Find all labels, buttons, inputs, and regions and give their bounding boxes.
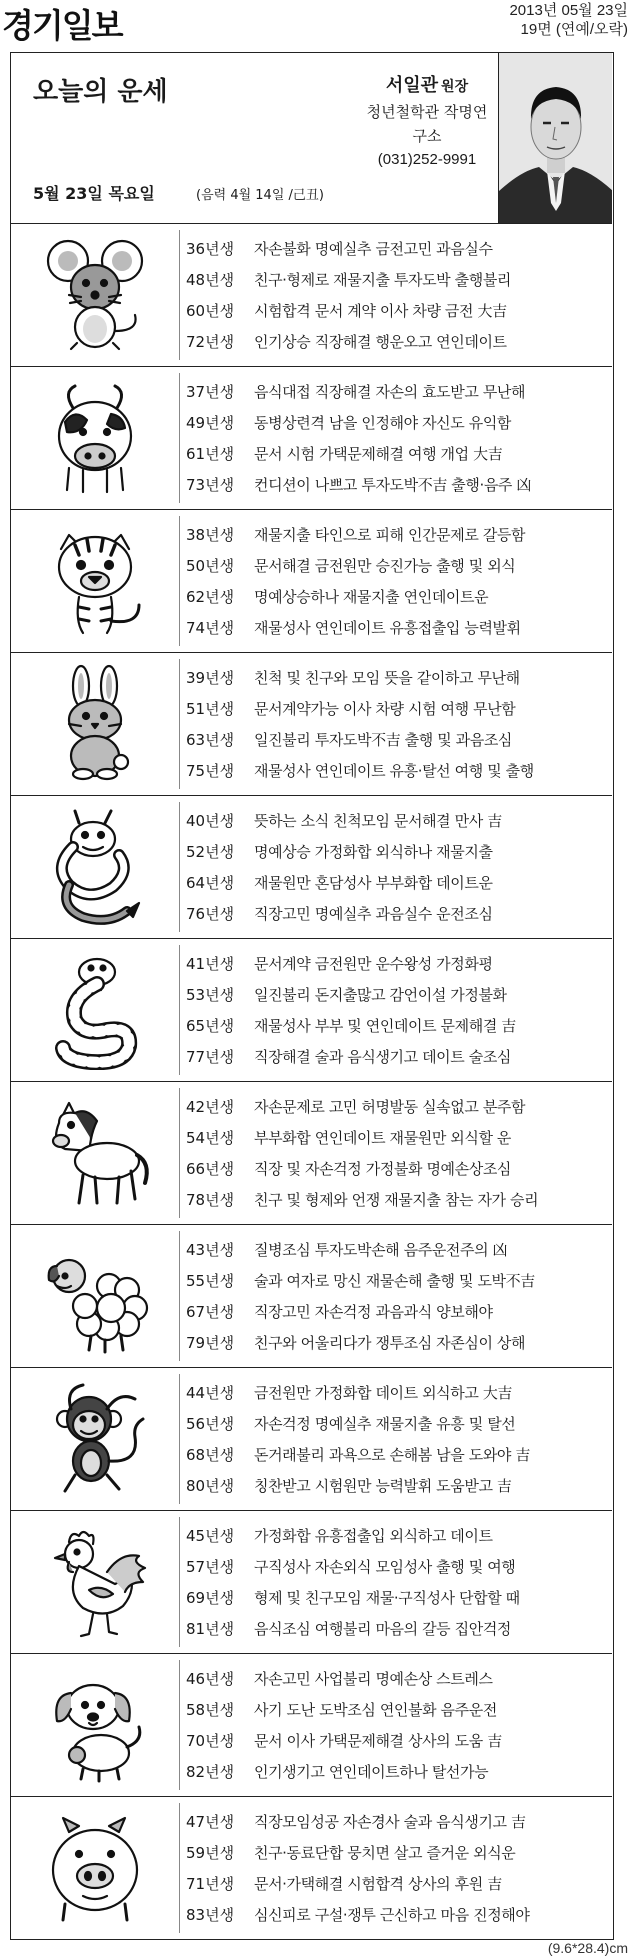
fortune-line [186,470,612,501]
row-divider [179,1517,180,1647]
birth-year: 47년생 [186,1813,235,1831]
fortune-line [186,694,612,725]
fortune-line [186,582,612,613]
fortune-line [186,1378,612,1409]
row-divider [179,1374,180,1504]
fortune-line [186,408,612,439]
fortune-text: 일진불리 투자도박不吉 출행 및 과음조심 [254,731,513,749]
fortune-line [186,234,612,265]
zodiac-row-sheep [11,1224,612,1367]
fortune-lines [186,949,612,1073]
birth-year: 49년생 [186,414,235,432]
birth-year: 63년생 [186,731,235,749]
fortune-text: 문서 시험 가택문제해결 여행 개업 大吉 [254,445,503,463]
birth-year: 66년생 [186,1160,235,1178]
fortune-line [186,837,612,868]
zodiac-row-pig [11,1796,612,1939]
birth-year: 82년생 [186,1763,235,1781]
fortune-text: 자손문제로 고민 허명발동 실속없고 분주함 [254,1098,526,1116]
birth-year: 58년생 [186,1701,235,1719]
row-divider [179,230,180,360]
fortune-lines [186,1235,612,1359]
zodiac-row-rooster [11,1510,612,1653]
author-role: 원장 [441,79,469,95]
fortune-lines [186,234,612,358]
birth-year: 41년생 [186,955,235,973]
fortune-text: 문서·가택해결 시험합격 상사의 후원 吉 [254,1875,502,1893]
fortune-text: 친구·동료단합 뭉치면 살고 즐거운 외식운 [254,1844,516,1862]
birth-year: 71년생 [186,1875,235,1893]
masthead [0,0,640,50]
fortune-text: 가정화합 유흥접출입 외식하고 데이트 [254,1527,493,1545]
zodiac-row-tiger [11,509,612,652]
size-note: (9.6*28.4)cm [547,1940,628,1956]
fortune-line [186,899,612,930]
fortune-text: 자손불화 명예실추 금전고민 과음실수 [254,240,493,258]
fortune-line [186,1471,612,1502]
fortune-line [186,520,612,551]
fortune-text: 재물성사 연인데이트 유흥·탈선 여행 및 출행 [254,762,534,780]
fortune-line [186,949,612,980]
birth-year: 59년생 [186,1844,235,1862]
birth-year: 61년생 [186,445,235,463]
fortune-text: 명예상승하나 재물지출 연인데이트운 [254,588,489,606]
birth-year: 37년생 [186,383,235,401]
row-divider [179,1803,180,1933]
fortune-line [186,1235,612,1266]
birth-year: 42년생 [186,1098,235,1116]
fortune-text: 친구·형제로 재물지출 투자도박 출행불리 [254,271,512,289]
fortune-lines [186,1807,612,1931]
fortune-text: 돈거래불리 과욕으로 손해봄 남을 도와야 吉 [254,1446,530,1464]
birth-year: 60년생 [186,302,235,320]
birth-year: 53년생 [186,986,235,1004]
fortune-lines [186,1092,612,1216]
fortune-text: 재물지출 타인으로 피해 인간문제로 갈등함 [254,526,526,544]
horoscope-date: 5월 23일 목요일 [33,184,155,203]
fortune-text: 문서해결 금전원만 승진가능 출행 및 외식 [254,557,516,575]
fortune-text: 컨디션이 나쁘고 투자도박不吉 출행·음주 凶 [254,476,531,494]
zodiac-rows [11,223,612,1939]
row-divider [179,1231,180,1361]
fortune-line [186,1614,612,1645]
fortune-text: 형제 및 친구모임 재물·구직성사 단합할 때 [254,1589,520,1607]
birth-year: 52년생 [186,843,235,861]
zodiac-row-horse [11,1081,612,1224]
birth-year: 83년생 [186,1906,235,1924]
fortune-line [186,663,612,694]
fortune-text: 재물성사 부부 및 연인데이트 문제해결 吉 [254,1017,516,1035]
fortune-text: 자손걱정 명예실추 재물지출 유흥 및 탈선 [254,1415,516,1433]
birth-year: 65년생 [186,1017,235,1035]
fortune-line [186,439,612,470]
zodiac-row-rat [11,223,612,366]
birth-year: 55년생 [186,1272,235,1290]
fortune-line [186,551,612,582]
horoscope-header [11,53,612,223]
fortune-lines [186,377,612,501]
fortune-text: 직장모임성공 자손경사 술과 음식생기고 吉 [254,1813,526,1831]
fortune-line [186,1185,612,1216]
birth-year: 69년생 [186,1589,235,1607]
fortune-text: 뜻하는 소식 친척모임 문서해결 만사 吉 [254,812,502,830]
monkey-icon [11,1368,179,1509]
fortune-text: 명예상승 가정화합 외식하나 재물지출 [254,843,493,861]
fortune-text: 직장고민 명예실추 과음실수 운전조심 [254,905,493,923]
fortune-text: 음식대접 직장해결 자손의 효도받고 무난해 [254,383,526,401]
snake-icon [11,939,179,1080]
fortune-line [186,613,612,644]
fortune-text: 자손고민 사업불리 명예손상 스트레스 [254,1670,493,1688]
fortune-text: 재물성사 연인데이트 유흥접출입 능력발휘 [254,619,521,637]
fortune-text: 문서계약가능 이사 차량 시험 여행 무난함 [254,700,516,718]
fortune-text: 시험합격 문서 계약 이사 차량 금전 大吉 [254,302,507,320]
fortune-text: 일진불리 돈지출많고 감언이설 가정불화 [254,986,507,1004]
fortune-line [186,265,612,296]
horoscope-box [10,52,614,1940]
fortune-text: 심신피로 구설·쟁투 근신하고 마음 진정해야 [254,1906,530,1924]
birth-year: 46년생 [186,1670,235,1688]
ox-icon [11,367,179,508]
fortune-text: 음식조심 여행불리 마음의 갈등 집안걱정 [254,1620,512,1638]
fortune-line [186,1838,612,1869]
fortune-line [186,1757,612,1788]
fortune-line [186,1900,612,1931]
birth-year: 76년생 [186,905,235,923]
birth-year: 40년생 [186,812,235,830]
fortune-line [186,1583,612,1614]
birth-year: 38년생 [186,526,235,544]
author-name-line [366,73,488,100]
birth-year: 75년생 [186,762,235,780]
fortune-text: 직장해결 술과 음식생기고 데이트 술조심 [254,1048,512,1066]
birth-year: 45년생 [186,1527,235,1545]
birth-year: 79년생 [186,1334,235,1352]
fortune-lines [186,1521,612,1645]
birth-year: 39년생 [186,669,235,687]
rooster-icon [11,1511,179,1652]
fortune-line [186,1123,612,1154]
birth-year: 43년생 [186,1241,235,1259]
birth-year: 81년생 [186,1620,235,1638]
zodiac-row-rabbit [11,652,612,795]
birth-year: 72년생 [186,333,235,351]
author-photo [498,53,612,223]
issue-info [509,1,628,39]
horse-icon [11,1082,179,1223]
fortune-line [186,1664,612,1695]
fortune-text: 재물원만 혼담성사 부부화합 데이트운 [254,874,493,892]
fortune-text: 인기생기고 연인데이트하나 탈선가능 [254,1763,489,1781]
row-divider [179,1088,180,1218]
fortune-text: 칭찬받고 시험원만 능력발휘 도움받고 吉 [254,1477,512,1495]
birth-year: 80년생 [186,1477,235,1495]
row-divider [179,1660,180,1790]
birth-year: 67년생 [186,1303,235,1321]
birth-year: 70년생 [186,1732,235,1750]
fortune-line [186,1328,612,1359]
birth-year: 48년생 [186,271,235,289]
page-title: 오늘의 운세 [33,77,168,107]
fortune-text: 술과 여자로 망신 재물손해 출행 및 도박不吉 [254,1272,535,1290]
birth-year: 64년생 [186,874,235,892]
rat-icon [11,224,179,365]
sheep-icon [11,1225,179,1366]
birth-year: 56년생 [186,1415,235,1433]
fortune-line [186,1042,612,1073]
birth-year: 62년생 [186,588,235,606]
fortune-lines [186,520,612,644]
fortune-line [186,980,612,1011]
row-divider [179,373,180,503]
zodiac-row-snake [11,938,612,1081]
zodiac-row-monkey [11,1367,612,1510]
fortune-text: 사기 도난 도박조심 연인불화 음주운전 [254,1701,497,1719]
birth-year: 50년생 [186,557,235,575]
fortune-text: 문서계약 금전원만 운수왕성 가정화평 [254,955,493,973]
dragon-icon [11,796,179,937]
fortune-line [186,1695,612,1726]
newspaper-logo: 경기일보 [2,6,122,45]
fortune-line [186,1726,612,1757]
author-phone: (031)252-9991 [377,151,477,168]
author-info [366,73,488,172]
fortune-text: 직장 및 자손걱정 가정불화 명예손상조심 [254,1160,512,1178]
fortune-line [186,1440,612,1471]
author-org: 청년철학관 작명연구소 [366,103,488,145]
fortune-text: 친척 및 친구와 모임 뜻을 같이하고 무난해 [254,669,520,687]
fortune-line [186,1297,612,1328]
row-divider [179,802,180,932]
fortune-line [186,1092,612,1123]
author-name: 서일관 [385,75,439,96]
birth-year: 51년생 [186,700,235,718]
tiger-icon [11,510,179,651]
row-divider [179,945,180,1075]
issue-date: 2013년 05월 23일 [509,2,628,19]
row-divider [179,659,180,789]
fortune-line [186,1869,612,1900]
fortune-line [186,377,612,408]
fortune-line [186,756,612,787]
fortune-line [186,296,612,327]
fortune-line [186,1154,612,1185]
dog-icon [11,1654,179,1795]
row-divider [179,516,180,646]
fortune-lines [186,663,612,787]
fortune-lines [186,806,612,930]
rabbit-icon [11,653,179,794]
fortune-text: 인기상승 직장해결 행운오고 연인데이트 [254,333,507,351]
fortune-text: 구직성사 자손외식 모임성사 출행 및 여행 [254,1558,516,1576]
fortune-text: 직장고민 자손걱정 과음과식 양보해야 [254,1303,493,1321]
fortune-text: 동병상련격 남을 인정해야 자신도 유익함 [254,414,512,432]
pig-icon [11,1797,179,1938]
fortune-lines [186,1378,612,1502]
fortune-line [186,1807,612,1838]
fortune-lines [186,1664,612,1788]
birth-year: 74년생 [186,619,235,637]
zodiac-row-dragon [11,795,612,938]
fortune-text: 질병조심 투자도박손해 음주운전주의 凶 [254,1241,508,1259]
birth-year: 73년생 [186,476,235,494]
lunar-date: (음력 4월 14일 /己丑) [196,188,324,203]
fortune-line [186,725,612,756]
fortune-text: 금전원만 가정화합 데이트 외식하고 大吉 [254,1384,513,1402]
fortune-line [186,1409,612,1440]
fortune-text: 친구 및 형제와 언쟁 재물지출 참는 자가 승리 [254,1191,539,1209]
fortune-line [186,1552,612,1583]
zodiac-row-ox [11,366,612,509]
birth-year: 54년생 [186,1129,235,1147]
fortune-line [186,1011,612,1042]
fortune-line [186,1521,612,1552]
fortune-text: 부부화합 연인데이트 재물원만 외식할 운 [254,1129,512,1147]
fortune-line [186,1266,612,1297]
birth-year: 36년생 [186,240,235,258]
birth-year: 44년생 [186,1384,235,1402]
fortune-text: 친구와 어울리다가 쟁투조심 자존심이 상해 [254,1334,526,1352]
fortune-line [186,327,612,358]
zodiac-row-dog [11,1653,612,1796]
fortune-text: 문서 이사 가택문제해결 상사의 도움 吉 [254,1732,502,1750]
birth-year: 57년생 [186,1558,235,1576]
fortune-line [186,806,612,837]
fortune-line [186,868,612,899]
issue-page: 19면 (연예/오락) [520,21,628,38]
birth-year: 78년생 [186,1191,235,1209]
birth-year: 77년생 [186,1048,235,1066]
birth-year: 68년생 [186,1446,235,1464]
